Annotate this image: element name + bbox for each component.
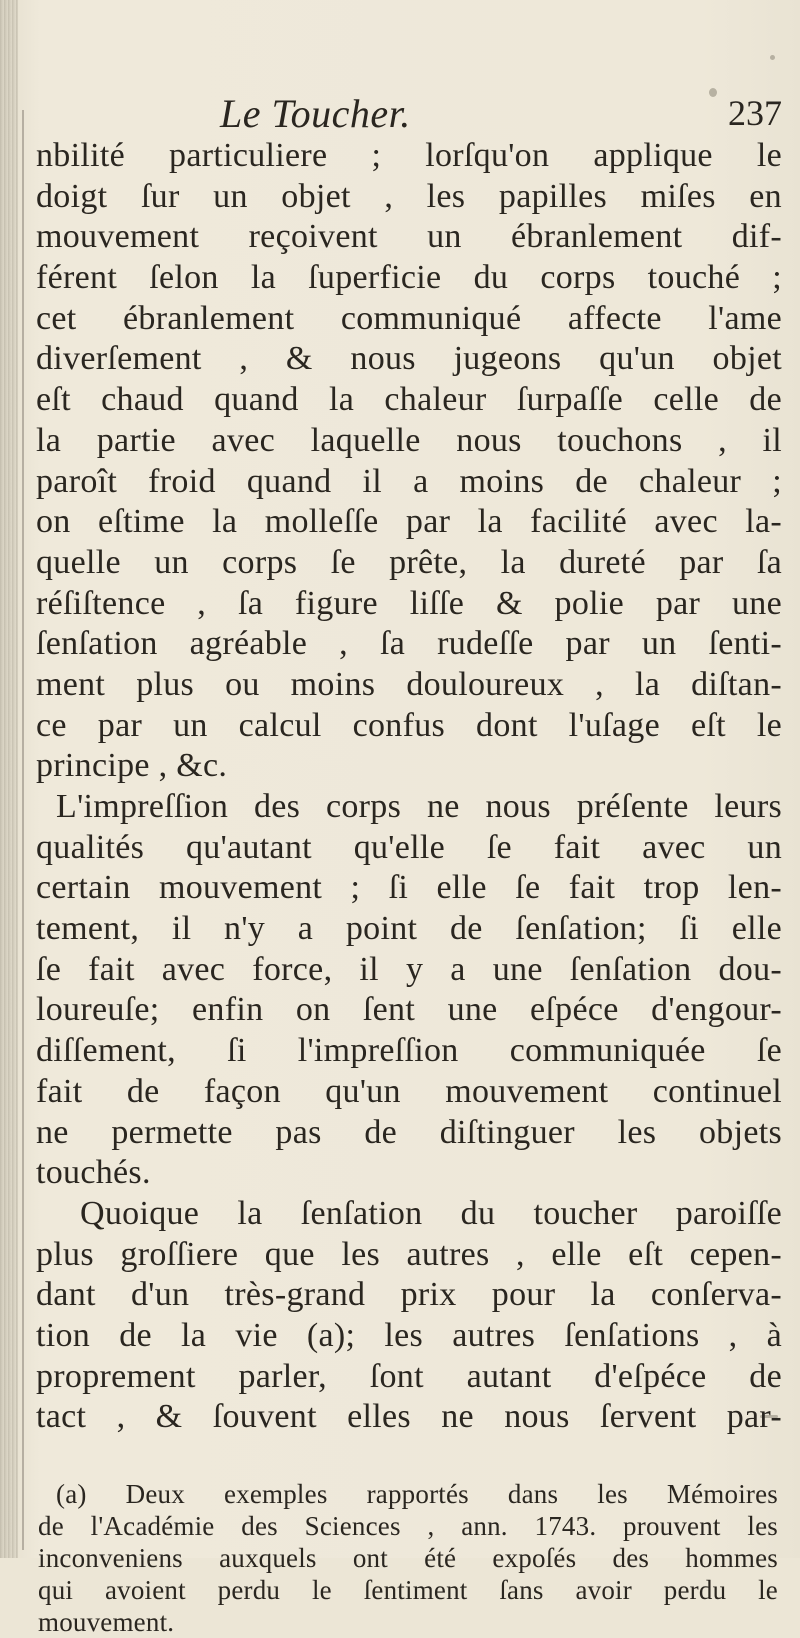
footnote-line: inconveniens auxquels ont été expoſés des hommes	[38, 1543, 778, 1573]
text-line: tion de la vie (a); les autres ſenſations , à	[36, 1316, 782, 1354]
text-line: proprement parler, ſont autant d'eſpéce de	[36, 1357, 782, 1395]
paragraph	[36, 136, 782, 787]
body-text	[36, 136, 782, 1638]
text-line: touchés.	[36, 1154, 151, 1192]
running-title: Le Toucher.	[220, 91, 411, 136]
text-line: diſſement, ſi l'impreſſion communiquée ſe	[36, 1032, 782, 1070]
text-line: doigt ſur un objet , les papilles miſes en	[36, 177, 782, 215]
text-line: L'impreſſion des corps ne nous préſente leurs	[56, 788, 782, 825]
text-line: la partie avec laquelle nous touchons , il	[36, 421, 782, 459]
text-line: qualités qu'autant qu'elle ſe fait avec un	[36, 828, 782, 866]
text-line: ne permette pas de diſtinguer les objets	[36, 1113, 782, 1151]
text-line: réſiſtence , ſa figure liſſe & polie par une	[36, 584, 782, 622]
text-line: Quoique la ſenſation du toucher paroiſſe	[80, 1194, 782, 1232]
text-line: tement, il n'y a point de ſenſation; ſi elle	[36, 910, 782, 948]
text-line: tact , & ſouvent elles ne nous ſervent par-	[36, 1398, 782, 1436]
text-line: dant d'un très-grand prix pour la conſerva-	[36, 1276, 782, 1314]
text-line: certain mouvement ; ſi elle ſe fait trop len-	[36, 869, 782, 907]
footnote-line: (a) Deux exemples rapportés dans les Mémoires	[56, 1479, 778, 1509]
footnote-line: mouvement.	[38, 1607, 175, 1637]
margin-rule	[22, 110, 24, 1550]
footnote-line: qui avoient perdu le ſentiment ſans avoir perdu le	[38, 1575, 778, 1605]
footnote-separator	[36, 1438, 782, 1478]
footnote-line: de l'Académie des Sciences , ann. 1743. prouvent les	[38, 1511, 778, 1541]
paragraph	[36, 787, 782, 1194]
text-line: cet ébranlement communiqué affecte l'ame	[36, 299, 782, 337]
text-line: ſenſation agréable , ſa rudeſſe par un ſenti-	[36, 625, 782, 663]
text-line: fait de façon qu'un mouvement continuel	[36, 1072, 782, 1110]
text-line: eſt chaud quand la chaleur ſurpaſſe celle de	[36, 381, 782, 419]
page-gutter	[0, 0, 18, 1558]
text-line: férent ſelon la ſuperficie du corps touché ;	[36, 259, 782, 297]
text-line: mouvement reçoivent un ébranlement dif-	[36, 218, 782, 256]
ink-speck	[770, 55, 775, 60]
text-line: quelle un corps ſe prête, la dureté par ſa	[36, 543, 782, 581]
page-number: 237	[728, 93, 782, 133]
text-line: loureuſe; enfin on ſent une eſpéce d'engour-	[36, 991, 782, 1029]
text-line: ment plus ou moins douloureux , la diſtan-	[36, 665, 782, 703]
text-line: paroît froid quand il a moins de chaleur ;	[36, 462, 782, 500]
footnote	[38, 1478, 778, 1638]
text-line: principe , &c.	[36, 747, 228, 785]
text-line: on eſtime la molleſſe par la facilité avec la-	[36, 503, 782, 541]
text-line: ſe fait avec force, il y a une ſenſation dou-	[36, 950, 782, 988]
text-line: nbilité particuliere ; lorſqu'on applique le	[36, 137, 782, 174]
page-header	[80, 90, 790, 140]
paragraph	[36, 1194, 782, 1438]
text-line: diverſement , & nous jugeons qu'un objet	[36, 340, 782, 378]
text-line: plus groſſiere que les autres , elle eſt cepen-	[36, 1235, 782, 1273]
text-line: ce par un calcul confus dont l'uſage eſt le	[36, 706, 782, 744]
